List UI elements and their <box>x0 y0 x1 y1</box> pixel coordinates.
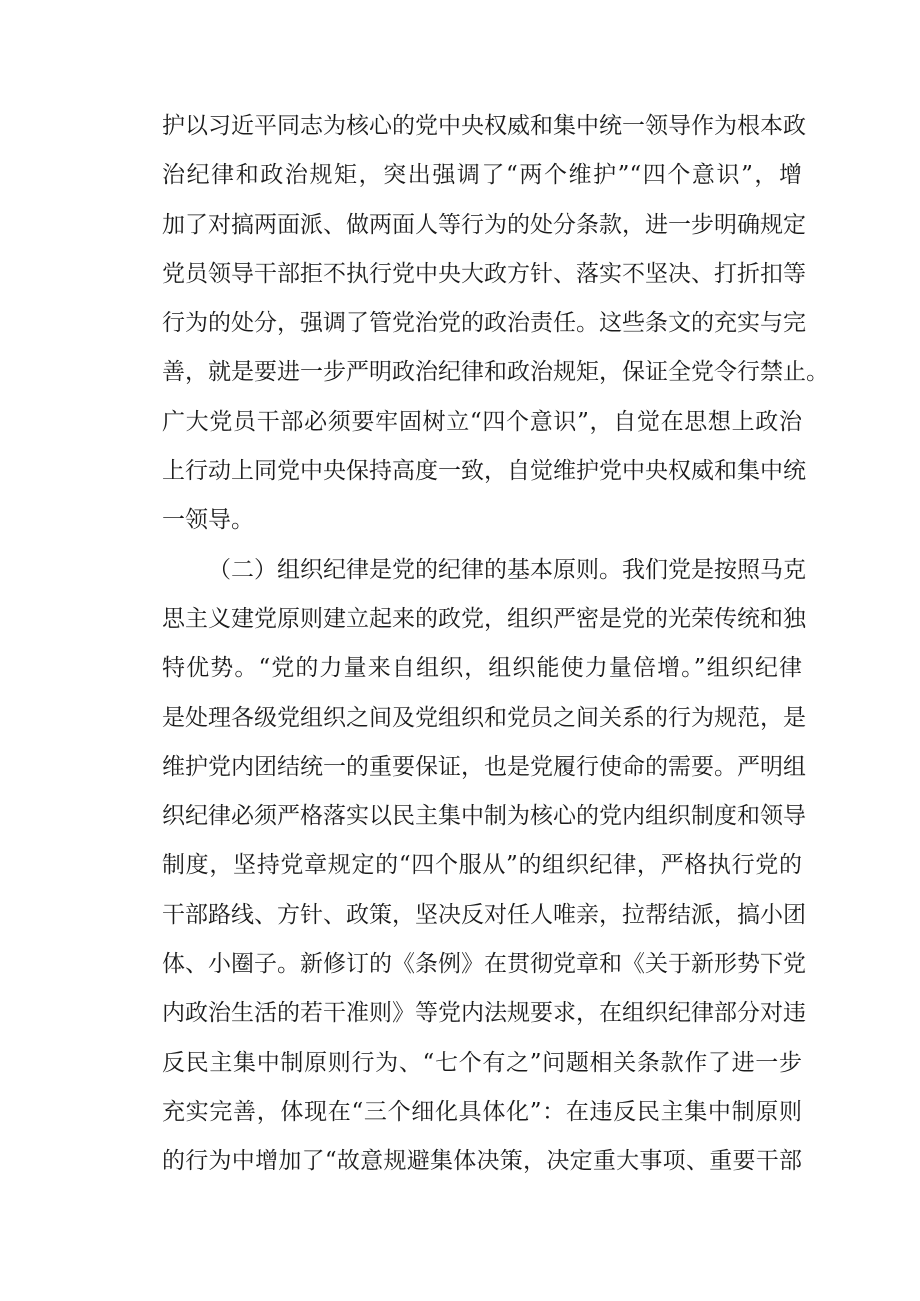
text-line: 思主义建党原则建立起来的政党，组织严密是党的光荣传统和独 <box>162 605 806 632</box>
text-line: 上行动上同党中央保持高度一致，自觉维护党中央权威和集中统 <box>162 458 806 485</box>
text-line: 加了对搞两面派、做两面人等行为的处分条款，进一步明确规定 <box>162 211 806 238</box>
text-line: 党员领导干部拒不执行党中央大政方针、落实不坚决、打折扣等 <box>162 260 806 287</box>
text-line: 干部路线、方针、政策，坚决反对任人唯亲，拉帮结派，搞小团 <box>162 901 806 928</box>
text-line: 维护党内团结统一的重要保证，也是党履行使命的需要。严明组 <box>162 753 806 780</box>
text-line: 是处理各级党组织之间及党组织和党员之间关系的行为规范，是 <box>162 704 806 731</box>
paragraph-1 <box>162 102 829 546</box>
text-line: 善，就是要进一步严明政治纪律和政治规矩，保证全党令行禁止。 <box>162 359 829 386</box>
text-line: 行为的处分，强调了管党治党的政治责任。这些条文的充实与完 <box>162 310 806 337</box>
text-line: 制度，坚持党章规定的“四个服从”的组织纪律，严格执行党的 <box>162 852 802 879</box>
text-line: 充实完善，体现在“三个细化具体化”：在违反民主集中制原则 <box>162 1098 802 1125</box>
text-line: 一领导。 <box>162 507 254 534</box>
text-line: 织纪律必须严格落实以民主集中制为核心的党内组织制度和领导 <box>162 803 806 830</box>
text-line: 治纪律和政治规矩，突出强调了“两个维护”“四个意识”，增 <box>162 162 802 189</box>
text-line: 广大党员干部必须要牢固树立“四个意识”，自觉在思想上政治 <box>162 408 802 435</box>
text-line: 反民主集中制原则行为、“七个有之”问题相关条款作了进一步 <box>162 1049 802 1076</box>
paragraph-2 <box>162 546 806 1187</box>
text-line: 体、小圈子。新修订的《条例》在贯彻党章和《关于新形势下党 <box>162 951 806 978</box>
text-line: 护以习近平同志为核心的党中央权威和集中统一领导作为根本政 <box>162 113 806 139</box>
text-line: 的行为中增加了“故意规避集体决策，决定重大事项、重要干部 <box>162 1148 802 1175</box>
text-line: 内政治生活的若干准则》等党内法规要求，在组织纪律部分对违 <box>162 1000 806 1027</box>
document-body <box>162 102 829 1187</box>
text-line: （二）组织纪律是党的纪律的基本原则。我们党是按照马克 <box>208 556 806 583</box>
text-line: 特优势。“党的力量来自组织，组织能使力量倍增。”组织纪律 <box>162 655 802 682</box>
